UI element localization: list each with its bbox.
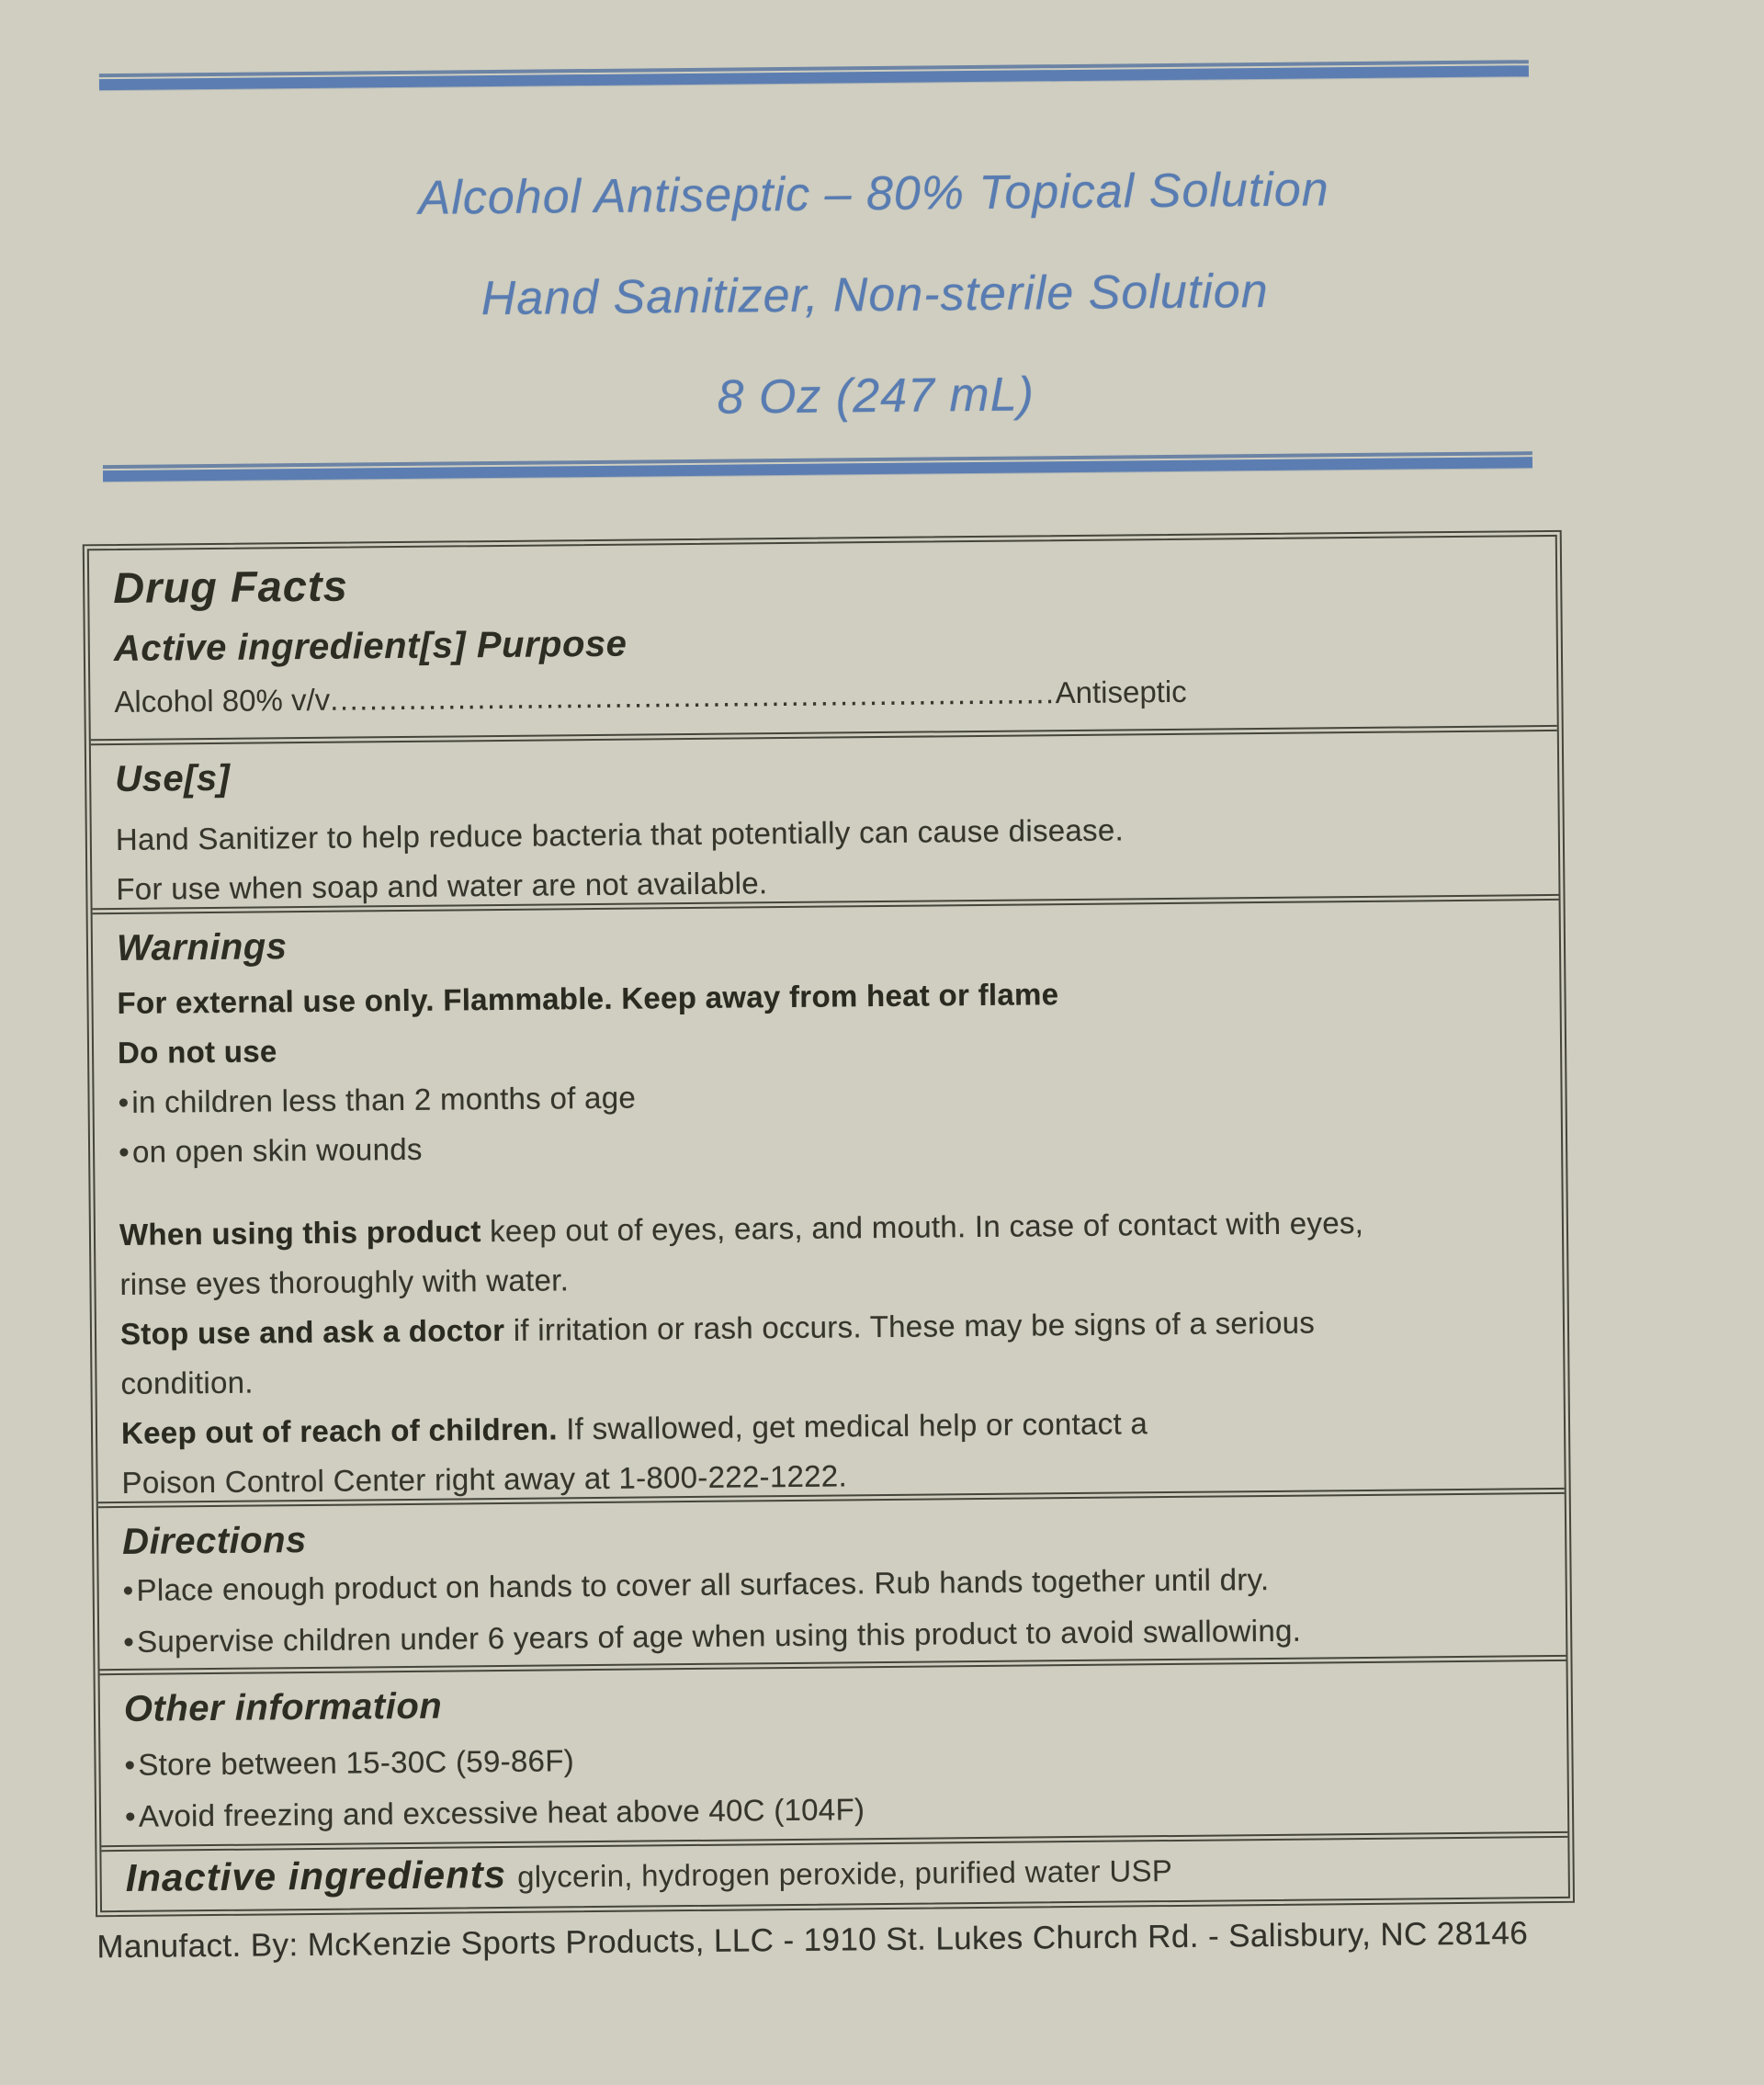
section-warnings xyxy=(93,901,1565,1508)
manufacturer-line: Manufact. By: McKenzie Sports Products, LLC - 1910 St. Lukes Church Rd. - Salisbury, NC 28146 xyxy=(96,1915,1529,1966)
warnings-when-using-rest: keep out of eyes, ears, and mouth. In case of contact with eyes, xyxy=(481,1205,1364,1249)
warnings-keep-out-rest: If swallowed, get medical help or contact a xyxy=(557,1406,1148,1446)
other-information-bullet-1-text: Store between 15-30C (59-86F) xyxy=(138,1743,575,1782)
warnings-heading: Warnings xyxy=(116,926,288,969)
section-directions xyxy=(98,1494,1566,1675)
inactive-ingredients-heading: Inactive ingredients xyxy=(125,1852,507,1899)
warnings-external-use-line: For external use only. Flammable. Keep away from heat or flame xyxy=(117,977,1059,1020)
warnings-bullet-children-text: in children less than 2 months of age xyxy=(131,1080,637,1119)
uses-line-1: Hand Sanitizer to help reduce bacteria that potentially can cause disease. xyxy=(115,812,1125,856)
uses-line-2: For use when soap and water are not available. xyxy=(116,866,768,906)
warnings-when-using-bold: When using this product xyxy=(119,1214,481,1252)
warnings-bullet-wounds-text: on open skin wounds xyxy=(131,1131,423,1169)
drug-facts-heading: Drug Facts xyxy=(112,561,348,613)
warnings-stop-use-bold: Stop use and ask a doctor xyxy=(119,1312,505,1351)
bullet-icon: • xyxy=(124,1798,137,1833)
warnings-poison-control-line: Poison Control Center right away at 1-800-222-1222. xyxy=(121,1458,848,1500)
product-title-line-3: 8 Oz (247 mL) xyxy=(717,368,1035,425)
active-ingredients-heading: Active ingredient[s] Purpose xyxy=(113,623,628,670)
bullet-icon: • xyxy=(124,1747,136,1782)
top-accent-rule xyxy=(99,60,1529,90)
bullet-icon: • xyxy=(123,1624,135,1659)
bullet-icon: • xyxy=(118,1134,130,1169)
section-other-information xyxy=(100,1661,1568,1852)
warnings-stop-use-rest: if irritation or rash occurs. These may be signs of a serious xyxy=(504,1305,1316,1347)
section-active-ingredients xyxy=(89,537,1557,745)
section-uses xyxy=(91,731,1559,914)
warnings-keep-out-bold: Keep out of reach of children. xyxy=(120,1411,558,1450)
directions-heading: Directions xyxy=(121,1520,307,1562)
directions-bullet-2-text: Supervise children under 6 years of age when using this product to avoid swallowing. xyxy=(136,1613,1302,1659)
product-title xyxy=(0,135,1758,455)
active-ingredient-purpose: Antiseptic xyxy=(1055,674,1187,710)
inactive-ingredients-text: glycerin, hydrogen peroxide, purified water USP xyxy=(516,1853,1173,1894)
other-information-heading: Other information xyxy=(123,1685,443,1729)
warnings-when-using-line-2: rinse eyes thoroughly with water. xyxy=(119,1263,570,1301)
product-title-line-2: Hand Sanitizer, Non-sterile Solution xyxy=(481,264,1269,326)
warnings-do-not-use-line: Do not use xyxy=(117,1034,277,1070)
active-ingredient-row xyxy=(114,667,1532,723)
bullet-icon: • xyxy=(122,1572,134,1607)
directions-bullet-1-text: Place enough product on hands to cover all surfaces. Rub hands together until dry. xyxy=(136,1561,1270,1607)
other-information-bullet-2-text: Avoid freezing and excessive heat above 40C (104F) xyxy=(138,1792,865,1833)
drug-facts-box xyxy=(83,530,1575,1917)
active-ingredient-name: Alcohol 80% v/v xyxy=(114,682,331,720)
bottom-accent-rule xyxy=(103,451,1532,482)
uses-heading: Use[s] xyxy=(115,757,231,799)
product-title-line-1: Alcohol Antiseptic – 80% Topical Solution xyxy=(418,163,1329,225)
inactive-ingredients-row xyxy=(125,1841,1544,1904)
warnings-stop-use-line-2: condition. xyxy=(120,1365,254,1400)
leader-dots: .......................................................................... xyxy=(330,675,1056,717)
bullet-icon: • xyxy=(118,1084,130,1119)
